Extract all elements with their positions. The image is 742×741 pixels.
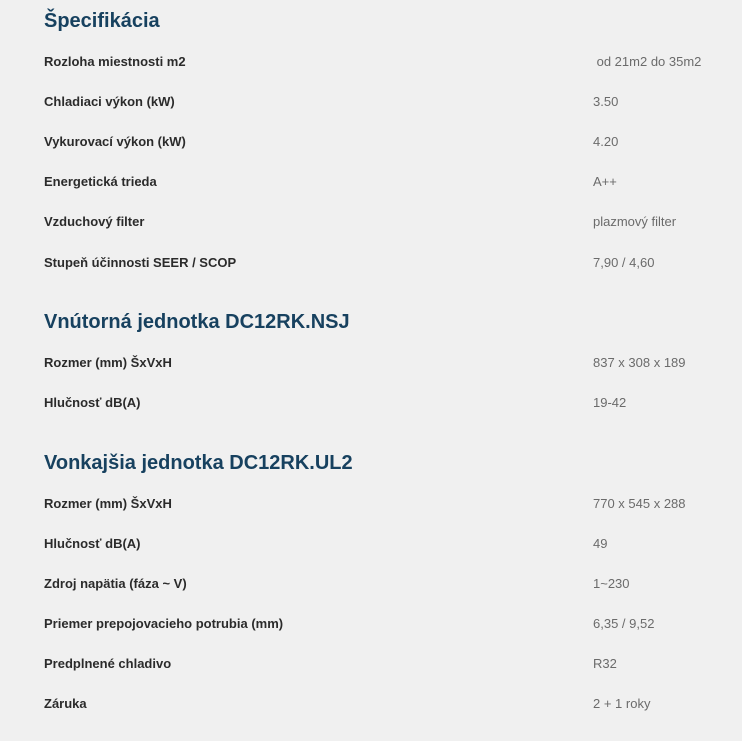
spec-row — [0, 393, 742, 413]
spec-value: od 21m2 do 35m2 — [593, 54, 702, 69]
spec-row — [0, 353, 742, 373]
spec-row — [0, 253, 742, 273]
spec-label: Hlučnosť dB(A) — [44, 395, 141, 410]
spec-label: Chladiaci výkon (kW) — [44, 94, 175, 109]
section-title-outdoor-unit: Vonkajšia jednotka DC12RK.UL2 — [44, 452, 353, 474]
spec-row — [0, 534, 742, 554]
spec-label: Rozmer (mm) ŠxVxH — [44, 355, 172, 370]
spec-row — [0, 694, 742, 714]
spec-value: 4.20 — [593, 134, 619, 149]
spec-label: Vzduchový filter — [44, 214, 145, 229]
spec-row — [0, 212, 742, 232]
spec-label: Hlučnosť dB(A) — [44, 536, 141, 551]
spec-value: plazmový filter — [593, 214, 677, 229]
spec-value: 1~230 — [593, 576, 630, 591]
spec-label: Priemer prepojovacieho potrubia (mm) — [44, 616, 284, 631]
spec-label: Predplnené chladivo — [44, 656, 172, 671]
spec-label: Energetická trieda — [44, 174, 157, 189]
spec-label: Vykurovací výkon (kW) — [44, 134, 186, 149]
spec-row — [0, 614, 742, 634]
spec-value: 49 — [593, 536, 608, 551]
spec-row — [0, 574, 742, 594]
spec-row — [0, 494, 742, 514]
spec-value: 7,90 / 4,60 — [593, 255, 655, 270]
spec-row — [0, 52, 742, 72]
spec-label: Záruka — [44, 696, 87, 711]
spec-row — [0, 92, 742, 112]
spec-value: 3.50 — [593, 94, 619, 109]
spec-row — [0, 132, 742, 152]
spec-value: A++ — [593, 174, 617, 189]
spec-label: Rozloha miestnosti m2 — [44, 54, 186, 69]
spec-label: Zdroj napätia (fáza ~ V) — [44, 576, 187, 591]
spec-value: 2 + 1 roky — [593, 696, 651, 711]
spec-label: Rozmer (mm) ŠxVxH — [44, 496, 172, 511]
section-title-specification: Špecifikácia — [44, 10, 160, 32]
spec-value: 770 x 545 x 288 — [593, 496, 686, 511]
spec-label: Stupeň účinnosti SEER / SCOP — [44, 255, 237, 270]
section-title-indoor-unit: Vnútorná jednotka DC12RK.NSJ — [44, 311, 350, 333]
spec-row — [0, 654, 742, 674]
spec-value: 837 x 308 x 189 — [593, 355, 686, 370]
spec-row — [0, 172, 742, 192]
spec-value: 19-42 — [593, 395, 627, 410]
spec-value: 6,35 / 9,52 — [593, 616, 655, 631]
spec-value: R32 — [593, 656, 617, 671]
